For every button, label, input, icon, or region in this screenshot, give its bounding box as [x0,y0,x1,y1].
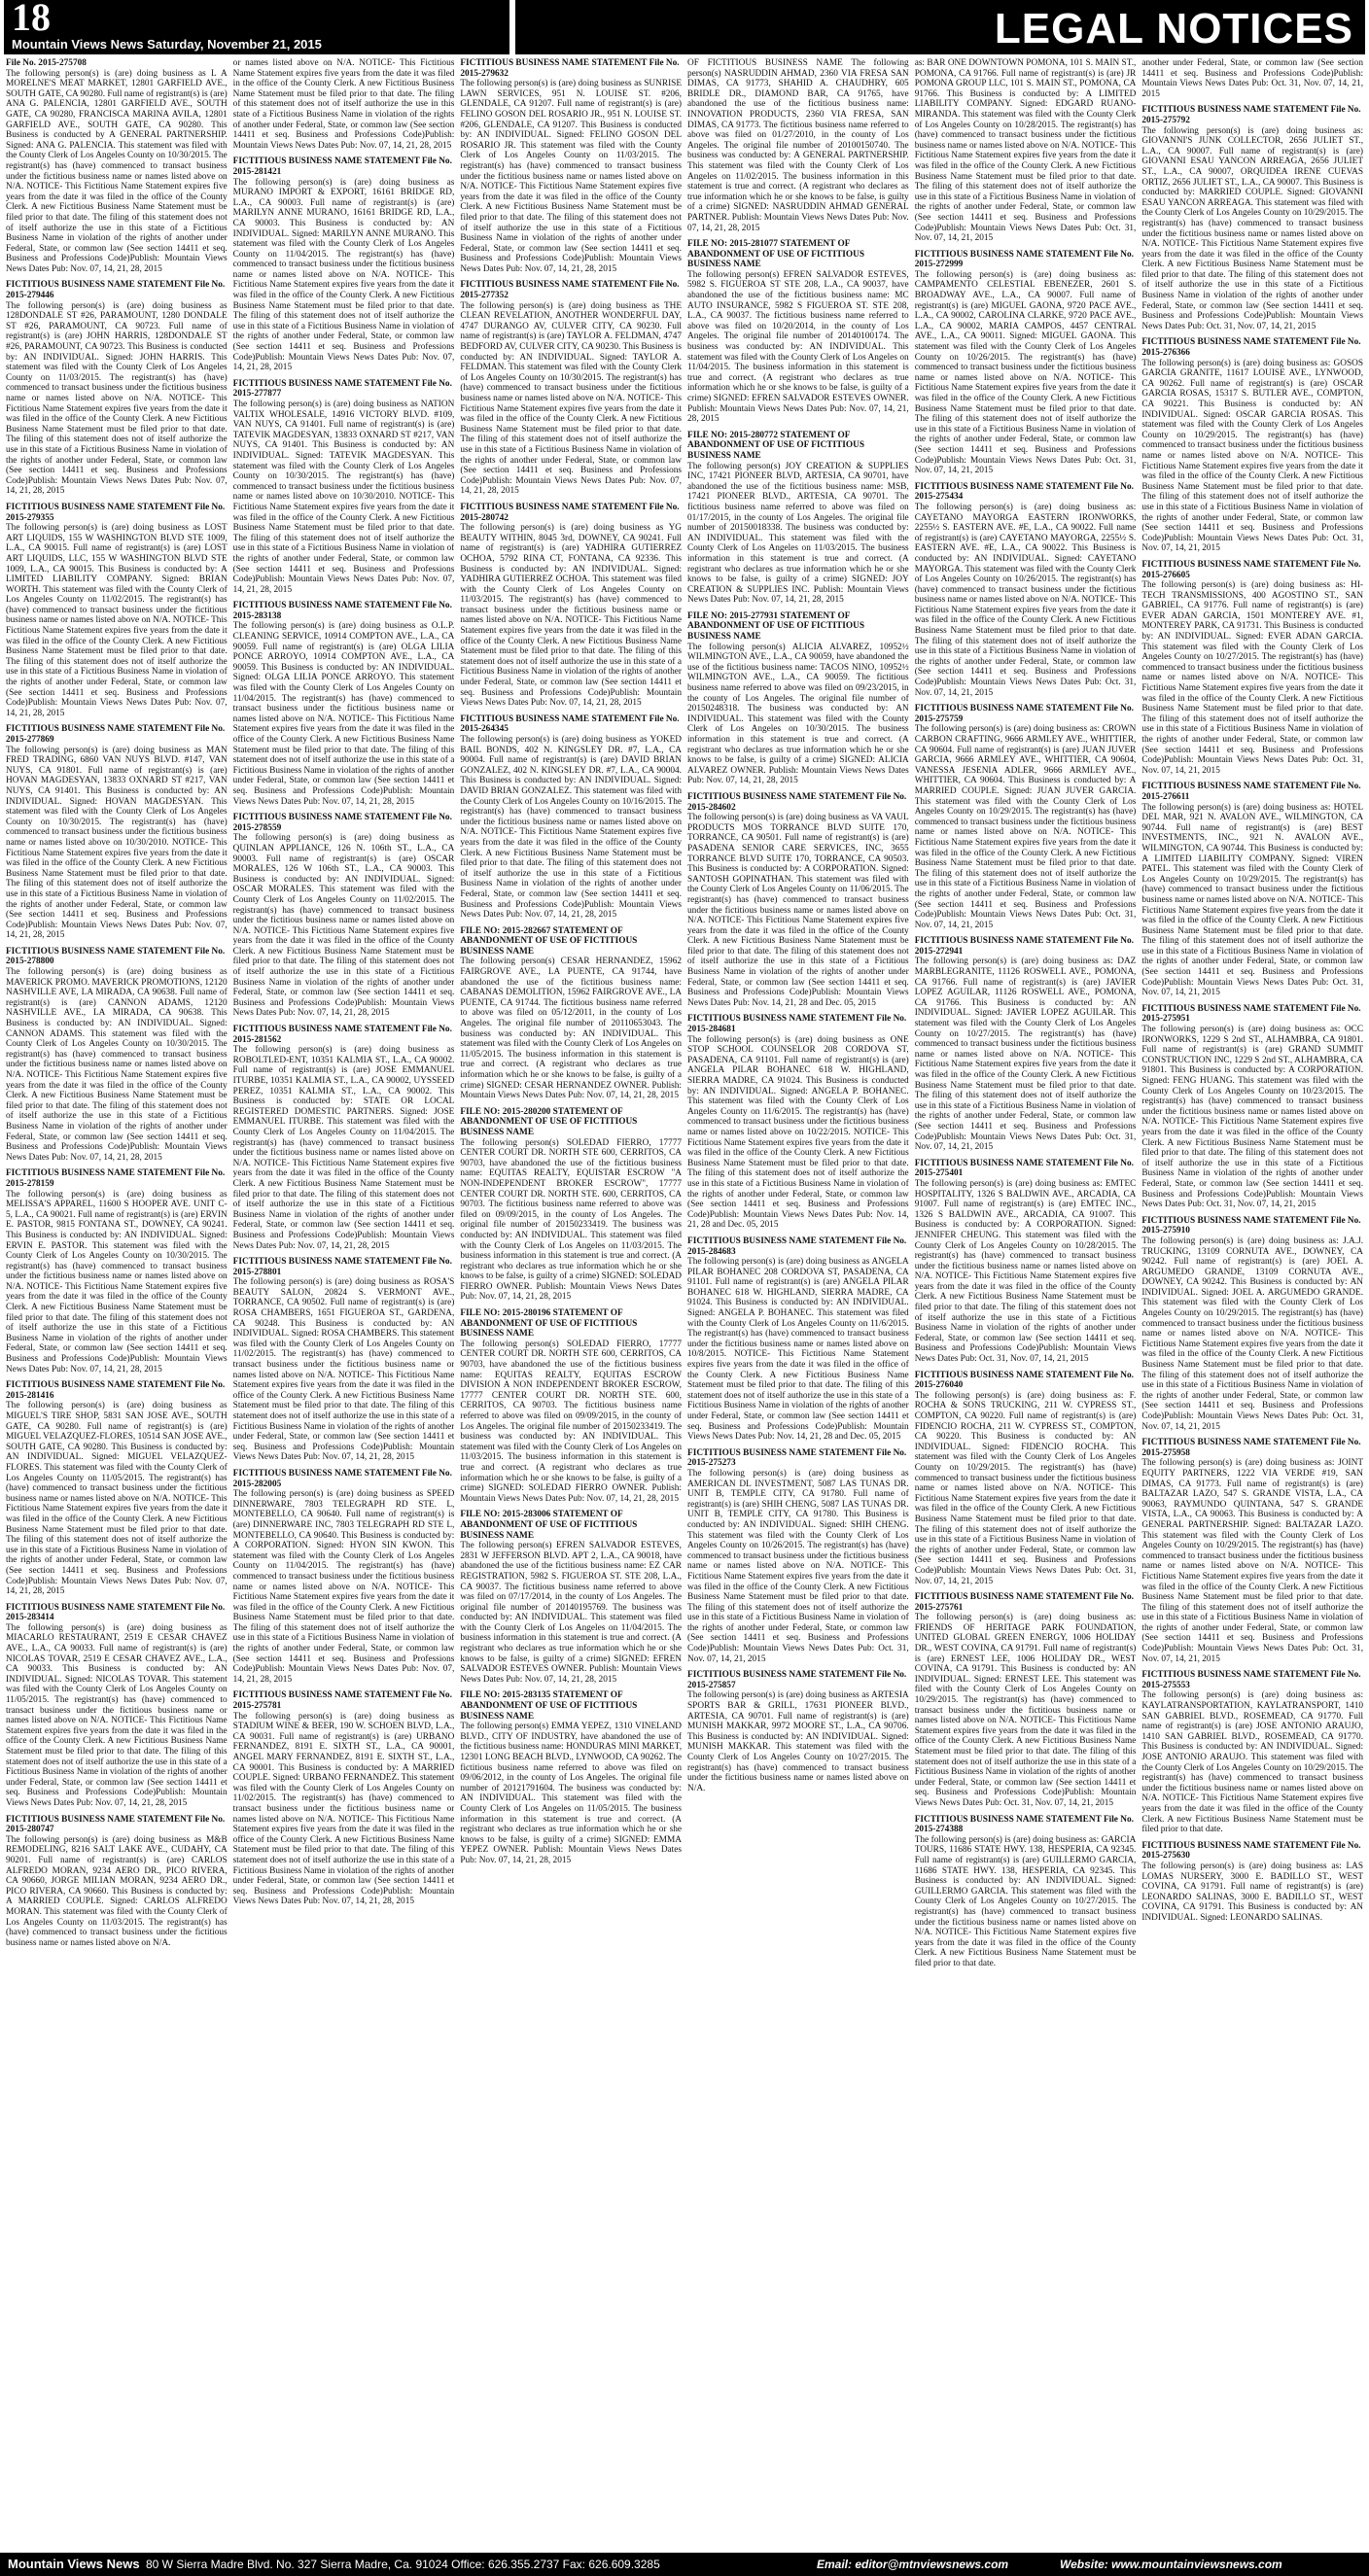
notice-heading: FILE NO: 2015-283006 STATEMENT OF ABANDONMENT OF USE OF FICTITIOUS BUSINESS NAME [460,1510,638,1541]
legal-notice [6,724,228,940]
notice-body: The following person(s) EFREN SALVADOR ESTEVES, 5982 S. FIGUEROA ST STE 208, L.A., CA 90037, have abandoned the use of the fictitious business name: MC AUTO INSURANCE, 5982 S FIGUEROA ST. STE 208, L.A., CA 90037. The fictitious business name referred to above was filed on 10/20/2014, in the county of Los Angeles. The original file number of 20140100174. The business was conducted by: AN INDIVIDUAL. This statement was filed with the County Clerk of Los Angeles on 11/04/2015. The business information in this statement is true and correct. (A registrant who declares as true information which he or she knows to be false, is guilty of a crime) SIGNED: EFREN SALVADOR ESTEVES OWNER. Publish: Mountain Views News Dates Pub: Nov. 07, 14, 21, 28, 2015 [687,269,909,425]
notice-heading: FICTITIOUS BUSINESS NAME STATEMENT File No. 2015-284681 [687,1014,907,1035]
notice-heading: FICTITIOUS BUSINESS NAME STATEMENT File No. 2015-280747 [6,1814,226,1835]
notice-body: The following person(s) is (are) doing business as: CAYETANO MAYORGA EASTERN IRONWORKS, 2255½ S. EASTERN AVE. #E, L.A., CA 90022. Full name of registrant(s) is (are) CAYETANO MAYORGA, 2255½ S. EASTERN AVE. #E, L.A., CA 90022. This Business is conducted by: AN INDIVIDUAL. Signed: CAYETANO MAYORGA. This statement was filed with the County Clerk of Los Angeles County on 10/26/2015. The registrant(s) has (have) commenced to transact business under the fictitious business name or names listed above on N/A. NOTICE- This Fictitious Name Statement expires five years from the date it was filed in the office of the County Clerk. A new Fictitious Business Name Statement must be filed prior to that date. The filing of this statement does not of itself authorize the use in this state of a Fictitious Business Name in violation of the rights of another under Federal, State, or common law (See section 14411 et seq. Business and Professions Code)Publish: Mountain Views News Dates Pub: Oct. 31, Nov. 07, 14, 21, 2015 [914,502,1137,698]
legal-notice [233,601,455,807]
notice-body: The following person(s) CESAR HERNANDEZ, 15962 FAIRGROVE AVE., LA PUENTE, CA 91744, have abandoned the use of the fictitious business name: CABANAS DEMOLITION, 15962 FAIRGROVE AVE., LA PUENTE, CA 91744. The fictitious business name referred to above was filed on 05/12/2011, in the county of Los Angeles. The original file number of 20110653043. The business was conducted by: AN INDIVIDUAL. This statement was filed with the County Clerk of Los Angeles on 11/05/2015. The business information in this statement is true and correct. (A registrant who declares as true information which he or she knows to be false, is guilty of a crime) SIGNED: CESAR HERNANDEZ OWNER. Publish: Mountain Views News Dates Pub: Nov. 07, 14, 21, 28, 2015 [460,957,683,1101]
notice-body: The following person(s) is (are) doing business as ANGELA PILAR BOHANEC 208 CORDOVA ST, PASADENA, CA 91101. Full name of registrant(s) is (are) ANGELA PILAR BOHANEC 618 W. HIGHLAND, SIERRA MADRE, CA 91024. This Business is conducted by: AN INDIVIDUAL. Signed: ANGELA P. BOHANEC. This statement was filed with the County Clerk of Los Angeles County on 11/6/2015. The registrant(s) has (have) commenced to transact business under the fictitious business name or names listed above on 10/8/2015. NOTICE- This Fictitious Name Statement expires five years from the date it was filed in the office of the County Clerk. A new Fictitious Business Name Statement must be filed prior to that date. The filing of this statement does not of itself authorize the use in this state of a Fictitious Business Name in violation of the rights of another under Federal, State, or common law (See section 14411 et seq. Business and Professions Code)Publish: Mountain Views News Dates Pub: Nov. 14, 21, 28 and Dec. 05, 2015 [687,1257,909,1443]
notice-body: OF FICTITIOUS BUSINESS NAME The following person(s) NASRUDDIN AHMAD, 2360 VIA FRESA SAN DIMAS, CA 91773, SHAHID A. CHAUDHRY, 605 BRIDLE DR., DIAMOND BAR, CA 91765, have abandoned the use of the fictitious business name: INNOVATION PRODUCTS, 2360 VIA FRESA, SAN DIMAS, CA 91773. The fictitious business name referred to above was filed on 01/27/2010, in the county of Los Angeles. The original file number of 20100150740. The business was conducted by: A GENERAL PARTNERSHIP. This statement was filed with the County Clerk of Los Angeles on 11/02/2015. The business information in this statement is true and correct. (A registrant who declares as true information which he or she knows to be false, is guilty of a crime) SIGNED: NASRUDDIN AHMAD GENERAL PARTNER. Publish: Mountain Views News Dates Pub: Nov. 07, 14, 21, 28, 2015 [687,58,909,233]
notice-body: The following person(s) is (are) doing business as: F. ROCHA & SONS TRUCKING, 211 W. CYPRESS ST., COMPTON, CA 90220. Full name of registrant(s) is (are) FIDENCIO ROCHA, 211 W. CYPRESS ST., COMPTON, CA 90220. This Business is conducted by: AN INDIVIDUAL. Signed: FIDENCIO ROCHA. This statement was filed with the County Clerk of Los Angeles County on 10/29/2015. The registrant(s) has (have) commenced to transact business under the fictitious business name or names listed above on N/A. NOTICE- This Fictitious Name Statement expires five years from the date it was filed in the office of the County Clerk. A new Fictitious Business Name Statement must be filed prior to that date. The filing of this statement does not of itself authorize the use in this state of a Fictitious Business Name in violation of the rights of another under Federal, State, or common law (See section 14411 et seq. Business and Professions Code)Publish: Mountain Views News Dates Pub: Oct. 31, Nov. 07, 14, 21, 2015 [914,1390,1137,1586]
notice-heading: FICTITIOUS BUSINESS NAME STATEMENT File No. 2015-275630 [1141,1840,1361,1862]
notice-body: The following person(s) is (are) doing business as YOKED BAIL BONDS, 402 N. KINGSLEY DR. #7, L.A., CA 90004. Full name of registrant(s) is (are) DAVID BRIAN GONZALEZ, 402 N. KINGSLEY DR. #7, L.A., CA 90004. This Business is conducted by: AN INDIVIDUAL. Signed: DAVID BRIAN GONZALEZ. This statement was filed with the County Clerk of Los Angeles County on 10/16/2015. The registrant(s) has (have) commenced to transact business under the fictitious business name or names listed above on N/A. NOTICE- This Fictitious Name Statement expires five years from the date it was filed in the office of the County Clerk. A new Fictitious Business Name Statement must be filed prior to that date. The filing of this statement does not of itself authorize the use in this state of a Fictitious Business Name in violation of the rights of another under Federal, State, or common law (See section 14411 et seq. Business and Professions Code)Publish: Mountain Views News Dates Pub: Nov. 07, 14, 21, 28, 2015 [460,735,683,921]
legal-notice [1141,1670,1363,1835]
section-title: LEGAL NOTICES [994,5,1353,52]
notice-body: another under Federal, State, or common law (See section 14411 et seq. Business and Professions Code)Publish: Mountain Views News Dates Pub: Oct. 31, Nov. 07, 14, 21, 2015 [1141,58,1364,99]
notice-heading: FICTITIOUS BUSINESS NAME STATEMENT File No. 2015-279446 [6,280,226,301]
notice-body: The following person(s) is (are) doing business as MIACARLO RESTAURANT, 2519 E CESAR CHAVEZ AVE., L.A., CA 90033. Full name of registrant(s) is (are) NICOLAS TOVAR, 2519 E CESAR CHAVEZ AVE., L.A., CA 90033. This Business is conducted by: AN INDIVIDUAL. Signed: NICOLAS TOVAR. This statement was filed with the County Clerk of Los Angeles County on 11/05/2015. The registrant(s) has (have) commenced to transact business under the fictitious business name or names listed above on N/A. NOTICE- This Fictitious Name Statement expires five years from the date it was filed in the office of the County Clerk. A new Fictitious Business Name Statement must be filed prior to that date. The filing of this statement does not of itself authorize the use in this state of a Fictitious Business Name in violation of the rights of another under Federal, State, or common law (See section 14411 et seq. Business and Professions Code)Publish: Mountain Views News Dates Pub: Nov. 07, 14, 21, 28, 2015 [6,1622,228,1808]
notice-heading: FICTITIOUS BUSINESS NAME STATEMENT File No. 2015-275951 [1141,1003,1361,1025]
notice-body: The following person(s) is (are) doing business as SPEED DINNERWARE, 7803 TELEGRAPH RD STE. L, MONTEBELLO, CA 90640. Full name of registrant(s) is (are) DINNERWARE INC, 7803 TELEGRAPH RD STE L, MONTEBELLO, CA 90640. This Business is conducted by: A CORPORATION. Signed: HYON SIN KWON. This statement was filed with the County Clerk of Los Angeles County on 11/04/2015. The registrant(s) has (have) commenced to transact business under the fictitious business name or names listed above on N/A. NOTICE- This Fictitious Name Statement expires five years from the date it was filed in the office of the County Clerk. A new Fictitious Business Name Statement must be filed prior to that date. The filing of this statement does not of itself authorize the use in this state of a Fictitious Business Name in violation of the rights of another under Federal, State, or common law (See section 14411 et seq. Business and Professions Code)Publish: Mountain Views News Dates Pub: Nov. 07, 14, 21, 28, 2015 [232,1489,455,1685]
notice-heading: FICTITIOUS BUSINESS NAME STATEMENT File No. 2015-281421 [232,157,452,177]
notice-body: The following person(s) EMMA YEPEZ, 1310 VINELAND BLVD., CITY OF INDUSTRY, have abandoned the use of the fictitious business name: HONDURAS MINI MARKET, 12301 LONG BEACH BLVD., LYNWOOD, CA 90262. The fictitious business name referred to above was filed on 09/06/2012, in the county of Los Angeles. The original file number of 20121791604. The business was conducted by: AN INDIVIDUAL. This statement was filed with the County Clerk of Los Angeles on 11/05/2015. The business information in this statement is true and correct. (A registrant who declares as true information which he or she knows to be false, is guilty of a crime) SIGNED: EMMA YEPEZ OWNER. Publish: Mountain Views News Dates Pub: Nov. 07, 14, 21, 28, 2015 [460,1722,683,1865]
legal-notice [233,379,455,595]
legal-notice [6,1380,228,1596]
legal-notice [687,431,909,606]
notice-heading: FILE NO: 2015-280200 STATEMENT OF ABANDONMENT OF USE OF FICTITIOUS BUSINESS NAME [460,1106,638,1137]
notice-heading: FICTITIOUS BUSINESS NAME STATEMENT File No. 2015-276040 [914,1370,1134,1391]
notice-column [233,58,455,2553]
notice-heading: FICTITIOUS BUSINESS NAME STATEMENT File No. 2015-264345 [460,714,680,735]
notice-body: The following person(s) SOLEDAD FIERRO, 17777 CENTER COURT DR. NORTH STE 600, CERRITOS, CA 90703, have abandoned the use of the fictitious business name: EQUITAS REALTY, EQUITAS ESCROW DIVISION A NON INDEPENDENT BROKER ESCROW, 17777 CENTER COURT DR. NORTH STE. 600, CERRITOS, CA 90703. The fictitious business name referred to above was filed on 09/09/2015, in the county of Los Angeles. The original file number of 20150233419. The business was conducted by: AN INDIVIDUAL. This statement was filed with the County Clerk of Los Angeles on 11/03/2015. The business information in this statement is true and correct. (A registrant who declares as true information which he or she knows to be false, is guilty of a crime) SIGNED: SOLEDAD FIERRO OWNER. Publish: Mountain Views News Dates Pub: Nov. 07, 14, 21, 28, 2015 [460,1339,683,1504]
legal-notice [6,280,228,496]
notice-column [460,58,682,2553]
notice-heading: FICTITIOUS BUSINESS NAME STATEMENT File No. 2015-281416 [6,1380,226,1401]
notice-body: The following person(s) SOLEDAD FIERRO, 17777 CENTER COURT DR. NORTH STE 600, CERRITOS, CA 90703, have abandoned the use of the fictitious business name: EQUITAS REALTY, EQUISTAR ESCROW "A NON-INDEPENDENT BROKER ESCROW", 17777 CENTER COURT DR. NORTH STE. 600, CERRITOS, CA 90703. The fictitious business name referred to above was filed on 09/09/2015, in the county of Los Angeles. The original file number of 20150233419. The business was conducted by: AN INDIVIDUAL. This statement was filed with the County Clerk of Los Angeles on 11/03/2015. The business information in this statement is true and correct. (A registrant who declares as true information which he or she knows to be false, is guilty of a crime) SIGNED: SOLEDAD FIERRO OWNER. Publish: Mountain Views News Dates Pub: Nov. 07, 14, 21, 28, 2015 [460,1137,683,1303]
notice-body: The following person(s) is (are) doing business as ROSA'S BEAUTY SALON, 20824 S. VERMONT AVE., TORRANCE, CA 90502. Full name of registrant(s) is (are) ROSA CHAMBERS, 1651 FIGUEROA ST., GARDENA, CA 90248. This Business is conducted by: AN INDIVIDUAL. Signed: ROSA CHAMBERS. This statement was filed with the County Clerk of Los Angeles County on 11/02/2015. The registrant(s) has (have) commenced to transact business under the fictitious business name or names listed above on N/A. NOTICE- This Fictitious Name Statement expires five years from the date it was filed in the office of the County Clerk. A new Fictitious Business Name Statement must be filed prior to that date. The filing of this statement does not of itself authorize the use in this state of a Fictitious Business Name in violation of the rights of another under Federal, State, or common law (See section 14411 et seq. Business and Professions Code)Publish: Mountain Views News Dates Pub: Nov. 07, 14, 21, 28, 2015 [232,1277,455,1463]
notice-heading: FICTITIOUS BUSINESS NAME STATEMENT File No. 2015-275434 [914,481,1134,503]
notice-heading: FICTITIOUS BUSINESS NAME STATEMENT File No. 2015-284602 [687,791,907,813]
legal-notice [915,1371,1137,1586]
legal-notice [460,926,682,1101]
legal-notice [915,1159,1137,1365]
notice-heading: FICTITIOUS BUSINESS NAME STATEMENT File No. 2015-275910 [1141,1215,1361,1236]
legal-notice [915,482,1137,698]
legal-notice [460,1510,682,1685]
notice-heading: FICTITIOUS BUSINESS NAME STATEMENT File No. 2015-277877 [232,378,452,400]
legal-notice [460,503,682,709]
notice-heading: FICTITIOUS BUSINESS NAME STATEMENT File No. 2015-278559 [232,813,452,833]
legal-notice [1141,58,1363,99]
notice-body: The following person(s) is (are) doing business as MIGUEL'S TIRE SHOP, 5831 SAN JOSE AVE., SOUTH GATE, CA 90280. Full name of registrant(s) is (are) MIGUEL VELAZQUEZ-FLORES, 10514 SAN JOSE AVE., SOUTH GATE, CA 90280. This Business is conducted by: AN INDIVIDUAL. Signed: MIGUEL VELAZQUEZ-FLORES. This statement was filed with the County Clerk of Los Angeles County on 11/05/2015. The registrant(s) has (have) commenced to transact business under the fictitious business name or names listed above on N/A. NOTICE- This Fictitious Name Statement expires five years from the date it was filed in the office of the County Clerk. A new Fictitious Business Name Statement must be filed prior to that date. The filing of this statement does not of itself authorize the use in this state of a Fictitious Business Name in violation of the rights of another under Federal, State, or common law (See section 14411 et seq. Business and Professions Code)Publish: Mountain Views News Dates Pub: Nov. 07, 14, 21, 28, 2015 [6,1401,228,1597]
notice-body: The following person(s) is (are) doing business as O.L.P. CLEANING SERVICE, 10914 COMPTON AVE., L.A., CA 90059. Full name of registrant(s) is (are) OLGA LILIA PONCE ARROYO, 10914 COMPTON AVE., L.A., CA 90059. This Business is conducted by: AN INDIVIDUAL. Signed: OLGA LILIA PONCE ARROYO. This statement was filed with the County Clerk of Los Angeles County on 11/04/2015. The registrant(s) has (have) commenced to transact business under the fictitious business name or names listed above on N/A. NOTICE- This Fictitious Name Statement expires five years from the date it was filed in the office of the County Clerk. A new Fictitious Business Name Statement must be filed prior to that date. The filing of this statement does not of itself authorize the use in this state of a Fictitious Business Name in violation of the rights of another under Federal, State, or common law (See section 14411 et seq. Business and Professions Code)Publish: Mountain Views News Dates Pub: Nov. 07, 14, 21, 28, 2015 [232,621,455,807]
legal-notice [687,1236,909,1443]
notice-heading: FICTITIOUS BUSINESS NAME STATEMENT File No. 2015-275792 [1141,105,1361,125]
masthead-left-bar [4,0,509,54]
notice-body: The following person(s) is (are) doing business as ARTESIA SPORTS BAR & GRILL, 17631 PIONEER BLVD., ARTESIA, CA 90701. Full name of registrant(s) is (are) MUNISH MAKKAR, 9972 MOORE ST., L.A., CA 90706. This Business is conducted by: AN INDIVIDUAL. Signed: MUNISH MAKKAR. This statement was filed with the County Clerk of Los Angeles County on 10/27/2015. The registrant(s) has (have) commenced to transact business under the fictitious business name or names listed above on N/A. [687,1690,909,1793]
legal-notice [460,1107,682,1303]
footer-paper-name: Mountain Views News [8,2557,140,2571]
notice-body: The following person(s) is (are) doing business as: KAYLATRANSPORTATION, KAYLATRANSPORT, 1410 SAN GABRIEL BLVD., ROSEMEAD, CA 91770. Full name of registrant(s) is (are) JOSE ANTONIO ARAUJO, 1410 SAN GABRIEL BLVD., ROSEMEAD, CA 91770. This Business is conducted by: AN INDIVIDUAL. Signed: JOSE ANTONIO ARAUJO. This statement was filed with the County Clerk of Los Angeles County on 10/29/2015. The registrant(s) has (have) commenced to transact business under the fictitious business name or names listed above on N/A. NOTICE- This Fictitious Name Statement expires five years from the date it was filed in the office of the County Clerk. A new Fictitious Business Name Statement must be filed prior to that date. [1141,1690,1364,1835]
notice-heading: FICTITIOUS BUSINESS NAME STATEMENT File No. 2015-275401 [914,1158,1134,1179]
legal-notice [233,58,455,151]
notice-body: The following person(s) is (are) doing business as: JOINT EQUITY PARTNERS, 1222 VIA VERDE #19, SAN DIMAS, CA 91773. Full name of registrant(s) is (are) BALTAZAR LAZO, 547 S. GRANDE VISTA, L.A., CA 90063, RAYMUNDO QUINTANA, 547 S. GRANDE VISTA, L.A., CA 90063. This Business is conducted by: A GENERAL PARTNERSHIP. Signed: BALTAZAR LAZO. This statement was filed with the County Clerk of Los Angeles County on 10/29/2015. The registrant(s) has (have) commenced to transact business under the fictitious business name or names listed above on N/A. NOTICE- This Fictitious Name Statement expires five years from the date it was filed in the office of the County Clerk. A new Fictitious Business Name Statement must be filed prior to that date. The filing of this statement does not of itself authorize the use in this state of a Fictitious Business Name in violation of the rights of another under Federal, State, or common law (See section 14411 et seq. Business and Professions Code)Publish: Mountain Views News Dates Pub: Oct. 31, Nov. 07, 14, 21, 2015 [1141,1458,1364,1664]
notice-heading: FILE NO: 2015-281077 STATEMENT OF ABANDONMENT OF USE OF FICTITIOUS BUSINESS NAME [687,239,865,270]
notice-heading: FICTITIOUS BUSINESS NAME STATEMENT File No. 2015-275857 [687,1670,907,1690]
notice-heading: FILE NO: 2015-283135 STATEMENT OF ABANDONMENT OF USE OF FICTITIOUS BUSINESS NAME [460,1690,638,1722]
notice-heading: FILE NO: 2015-277931 STATEMENT OF ABANDONMENT OF USE OF FICTITIOUS BUSINESS NAME [687,610,865,643]
page-number: 18 [12,0,51,39]
notice-heading: FICTITIOUS BUSINESS NAME STATEMENT File No. 2015-274388 [914,1814,1134,1835]
notice-column [6,58,228,2553]
legal-notice [233,1469,455,1685]
legal-notice [233,157,455,372]
notice-body: The following person(s) is (are) doing business as LOST ART LIQUIDS, 155 W WASHINGTON BLVD STE 1009, L.A., CA 90015. Full name of registrant(s) is (are) LOST ART LIQUIDS, LLC, 155 W WASHINGTON BLVD STE 1009, L.A., CA 90015. This Business is conducted by: A LIMITED LIABILITY COMPANY. Signed: BRIAN WORTH. This statement was filed with the County Clerk of Los Angeles County on 11/02/2015. The registrant(s) has (have) commenced to transact business under the fictitious business name or names listed above on N/A. NOTICE- This Fictitious Name Statement expires five years from the date it was filed in the office of the County Clerk. A new Fictitious Business Name Statement must be filed prior to that date. The filing of this statement does not of itself authorize the use in this state of a Fictitious Business Name in violation of the rights of another under Federal, State, or common law (See section 14411 et seq. Business and Professions Code)Publish: Mountain Views News Dates Pub: Nov. 07, 14, 21, 28, 2015 [6,523,228,718]
legal-notice [1141,1004,1363,1210]
notice-body: The following person(s) is (are) doing business as STADIUM WINE & BEER, 190 W. SCHOEN BLVD, L.A., CA 90031. Full name of registrant(s) is (are) URBANO FERNANDEZ, 8191 E. SIXTH ST., L.A., CA 90001, ANGEL MARY FERNANDEZ, 8191 E. SIXTH ST., L.A., CA 90001. This Business is conducted by: A MARRIED COUPLE. Signed: URBANO FERNANDEZ. This statement was filed with the County Clerk of Los Angeles County on 11/02/2015. The registrant(s) has (have) commenced to transact business under the fictitious business name or names listed above on N/A. NOTICE- This Fictitious Name Statement expires five years from the date it was filed in the office of the County Clerk. A new Fictitious Business Name Statement must be filed prior to that date. The filing of this statement does not of itself authorize the use in this state of a Fictitious Business Name in violation of the rights of another under Federal, State, or common law (See section 14411 et seq. Business and Professions Code)Publish: Mountain Views News Dates Pub: Nov. 07, 14, 21, 28, 2015 [232,1711,455,1907]
notice-body: The following person(s) is (are) doing business as MELISSA'S APPAREL, 11600 S HOOPER AVE. UNIT C-5, L.A., CA 90021. Full name of registrant(s) is (are) ERVIN E. PASTOR, 9815 FONTANA ST., DOWNEY, CA 90241. This Business is conducted by: AN INDIVIDUAL. Signed: ERVIN E. PASTOR. This statement was filed with the County Clerk of Los Angeles County on 10/30/2015. The registrant(s) has (have) commenced to transact business under the fictitious business name or names listed above on N/A. NOTICE- This Fictitious Name Statement expires five years from the date it was filed in the office of the County Clerk. A new Fictitious Business Name Statement must be filed prior to that date. The filing of this statement does not of itself authorize the use in this state of a Fictitious Business Name in violation of the rights of another under Federal, State, or common law (See section 14411 et seq. Business and Professions Code)Publish: Mountain Views News Dates Pub: Nov. 07, 14, 21, 28, 2015 [6,1189,228,1375]
notice-heading: FICTITIOUS BUSINESS NAME STATEMENT File No. 2015-282005 [232,1468,452,1489]
notice-body: The following person(s) is (are) doing business as MURANO IMPORT & EXPORT, 16161 BRIDGE RD, L.A., CA 90003. Full name of registrant(s) is (are) MARILYN ANNE MURANO, 16161 BRIDGE RD, L.A., CA 90003. This Business is conducted by: AN INDIVIDUAL. Signed: MARILYN ANNE MURANO. This statement was filed with the County Clerk of Los Angeles County on 11/04/2015. The registrant(s) has (have) commenced to transact business under the fictitious business name or names listed above on N/A. NOTICE- This Fictitious Name Statement expires five years from the date it was filed in the office of the County Clerk. A new Fictitious Business Name Statement must be filed prior to that date. The filing of this statement does not of itself authorize the use in this state of a Fictitious Business Name in violation of the rights of another under Federal, State, or common law (See section 14411 et seq. Business and Professions Code)Publish: Mountain Views News Dates Pub: Nov. 07, 14, 21, 28, 2015 [232,177,455,373]
notice-heading: FILE NO: 2015-280772 STATEMENT OF ABANDONMENT OF USE OF FICTITIOUS BUSINESS NAME [687,430,865,461]
legal-notice [1141,337,1363,553]
notice-body: The following person(s) is (are) doing business as AMERICAN DL INVESTMENT, 5087 LAS TUNAS DR. UNIT B, TEMPLE CITY, CA 91780. Full name of registrant(s) is (are) SHIH CHENG, 5087 LAS TUNAS DR. UNIT B, TEMPLE CITY, CA 91780. This Business is conducted by: AN INDIVIDUAL. Signed: SHIH CHENG. This statement was filed with the County Clerk of Los Angeles County on 10/26/2015. The registrant(s) has (have) commenced to transact business under the fictitious business name or names listed above on N/A. NOTICE- This Fictitious Name Statement expires five years from the date it was filed in the office of the County Clerk. A new Fictitious Business Name Statement must be filed prior to that date. The filing of this statement does not of itself authorize the use in this state of a Fictitious Business Name in violation of the rights of another under Federal, State, or common law (See section 14411 et seq. Business and Professions Code)Publish: Mountain Views News Dates Pub: Oct. 31, Nov. 07, 14, 21, 2015 [687,1468,909,1664]
notice-heading: FICTITIOUS BUSINESS NAME STATEMENT File No. 2015-276611 [1141,782,1361,802]
notice-heading: FICTITIOUS BUSINESS NAME STATEMENT File No. 2015-275761 [914,1592,1134,1613]
notice-column [687,58,909,2553]
legal-notice [1141,782,1363,997]
notice-body: The following person(s) is (are) doing business as NATION VALTIX WHOLESALE, 14916 VICTORY BLVD. #109, VAN NUYS, CA 91401. Full name of registrant(s) is (are) TATEVIK MAGDESYAN, 13833 OXNARD ST #217, VAN NUYS, CA 91401. This Business is conducted by: AN INDIVIDUAL. Signed: TATEVIK MAGDESYAN. This statement was filed with the County Clerk of Los Angeles County on 10/30/2015. The registrant(s) has (have) commenced to transact business under the fictitious business name or names listed above on 10/30/2010. NOTICE- This Fictitious Name Statement expires five years from the date it was filed in the office of the County Clerk. A new Fictitious Business Name Statement must be filed prior to that date. The filing of this statement does not of itself authorize the use in this state of a Fictitious Business Name in violation of the rights of another under Federal, State, or common law (See section 14411 et seq. Business and Professions Code)Publish: Mountain Views News Dates Pub: Nov. 07, 14, 21, 28, 2015 [232,400,455,595]
legal-notice [1141,1216,1363,1432]
notice-heading: FICTITIOUS BUSINESS NAME STATEMENT File No. 2015-280742 [460,502,680,523]
footer-email: Email: editor@mtnviewsnews.com [817,2558,1009,2571]
legal-notice [6,1603,228,1809]
legal-notice [460,1308,682,1504]
notice-body: The following person(s) is (are) doing business as SUNRISE LAWN SERVICES, 951 N. LOUISE ST. #206, GLENDALE, CA 91207. Full name of registrant(s) is (are) FELINO GOSON DEL ROSARIO JR., 951 N. LOUISE ST. #206, GLENDALE, CA 91207. This Business is conducted by: AN INDIVIDUAL. Signed: FELINO GOSON DEL ROSARIO JR. This statement was filed with the County Clerk of Los Angeles County on 11/03/2015. The registrant(s) has (have) commenced to transact business under the fictitious business name or names listed above on N/A. NOTICE- This Fictitious Name Statement expires five years from the date it was filed in the office of the County Clerk. A new Fictitious Business Name Statement must be filed prior to that date. The filing of this statement does not of itself authorize the use in this state of a Fictitious Business Name in violation of the rights of another under Federal, State, or common law (See section 14411 et seq. Business and Professions Code)Publish: Mountain Views News Dates Pub: Nov. 07, 14, 21, 28, 2015 [460,79,683,274]
notice-heading: FICTITIOUS BUSINESS NAME STATEMENT File No. 2015-277869 [6,724,226,745]
legal-notice [687,239,909,425]
notice-body: The following person(s) is (are) doing business as YG BEAUTY WITHIN, 8045 3rd, DOWNEY, CA 90241. Full name of registrant(s) is (are) YADHIRA GUTIERREZ OCHOA, 5792 RINA CT, FONTANA, CA 92336. This Business is conducted by: AN INDIVIDUAL. Signed: YADHIRA GUTIERREZ OCHOA. This statement was filed with the County Clerk of Los Angeles County on 11/03/2015. The registrant(s) has (have) commenced to transact business under the fictitious business name or names listed above on N/A. NOTICE- This Fictitious Name Statement expires five years from the date it was filed in the office of the County Clerk. A new Fictitious Business Name Statement must be filed prior to that date. The filing of this statement does not of itself authorize the use in this state of a Fictitious Business Name in violation of the rights of another under Federal, State, or common law (See section 14411 et seq. Business and Professions Code)Publish: Mountain Views News Dates Pub: Nov. 07, 14, 21, 28, 2015 [460,523,683,709]
notice-body: as: BAR ONE DOWNTOWN POMONA, 101 S. MAIN ST., POMONA, CA 91766. Full name of registrant(s) is (are) JR POMONA GROUP LLC, 101 S. MAIN ST., POMONA, CA 91766. This Business is conducted by: A LIMITED LIABILITY COMPANY. Signed: EDGARD RUANO-MIRANDA. This statement was filed with the County Clerk of Los Angeles County on 10/28/2015. The registrant(s) has (have) commenced to transact business under the fictitious business name or names listed above on N/A. NOTICE- This Fictitious Name Statement expires five years from the date it was filed in the office of the County Clerk. A new Fictitious Business Name Statement must be filed prior to that date. The filing of this statement does not of itself authorize the use in this state of a Fictitious Business Name in violation of the rights of another under Federal, State, or common law (See section 14411 et seq. Business and Professions Code)Publish: Mountain Views News Dates Pub: Oct. 31, Nov. 07, 14, 21, 2015 [914,58,1137,244]
legal-notice [915,1592,1137,1808]
notice-heading: FICTITIOUS BUSINESS NAME STATEMENT File No. 2015-284683 [687,1236,907,1257]
legal-notice [233,1690,455,1906]
legal-notice [6,1168,228,1375]
masthead [0,0,1369,54]
legal-notice [6,947,228,1163]
notice-heading: FICTITIOUS BUSINESS NAME STATEMENT File No. 2015-276605 [1141,559,1361,580]
legal-notice [687,58,909,233]
legal-notice [1141,1841,1363,1924]
notice-heading: File No. 2015-275708 [6,58,87,68]
notice-heading: FICTITIOUS BUSINESS NAME STATEMENT File No. 2015-281562 [232,1025,452,1045]
legal-notice [6,58,228,274]
notice-heading: FICTITIOUS BUSINESS NAME STATEMENT File No. 2015-275958 [1141,1438,1361,1458]
legal-notice [233,813,455,1019]
notice-body: The following person(s) is (are) doing business as: LAS LOMAS NURSERY, 3000 E. BADILLO ST., WEST COVINA, CA 91791. Full name of registrant(s) is (are) LEONARDO SALINAS, 3000 E. BADILLO ST., WEST COVINA, CA 91791. This Business is conducted by: AN INDIVIDUAL. Signed: LEONARDO SALINAS. [1141,1861,1364,1923]
legal-notice [1141,560,1363,776]
notice-body: The following person(s) is (are) doing business as: CAMPAMENTO CELESTIAL EBENEZER, 2601 S. BROADWAY AVE., L.A., CA 90007. Full name of registrant(s) is (are) MIGUEL GAONA, 9720 PACE AVE., L.A., CA 90002, CAROLINA CLARKE, 9720 PACE AVE., L.A., CA 90002, MARIA CAMPOS, 4457 CENTRAL AVE., L.A., CA 90011. Signed: MIGUEL GAONA. This statement was filed with the County Clerk of Los Angeles County on 10/26/2015. The registrant(s) has (have) commenced to transact business under the fictitious business name or names listed above on N/A. NOTICE- This Fictitious Name Statement expires five years from the date it was filed in the office of the County Clerk. A new Fictitious Business Name Statement must be filed prior to that date. The filing of this statement does not of itself authorize the use in this state of a Fictitious Business Name in violation of the rights of another under Federal, State, or common law (See section 14411 et seq. Business and Professions Code)Publish: Mountain Views News Dates Pub: Oct. 31, Nov. 07, 14, 21, 2015 [914,269,1137,476]
notice-body: The following person(s) is (are) doing business as THE CLEAN REVELATION, ANOTHER WONDERFUL DAY, 4747 DURANGO AV, CULVER CITY, CA 90230. Full name of registrant(s) is (are) TAYLOR A. FELDMAN, 4747 BEDFORD AV, CULVER CITY, CA 90230. This Business is conducted by: AN INDIVIDUAL. Signed: TAYLOR A. FELDMAN. This statement was filed with the County Clerk of Los Angeles County on 10/30/2015. The registrant(s) has (have) commenced to transact business under the fictitious business name or names listed above on N/A. NOTICE- This Fictitious Name Statement expires five years from the date it was filed in the office of the County Clerk. A new Fictitious Business Name Statement must be filed prior to that date. The filing of this statement does not of itself authorize the use in this state of a Fictitious Business Name in violation of the rights of another under Federal, State, or common law (See section 14411 et seq. Business and Professions Code)Publish: Mountain Views News Dates Pub: Nov. 07, 14, 21, 28, 2015 [460,300,683,497]
notice-heading: FICTITIOUS BUSINESS NAME STATEMENT File No. 2015-279632 [460,58,680,79]
notice-body: The following person(s) is (are) doing business as L A MORELNE'S MEAT MARKET, 12801 GARFIELD AVE., SOUTH GATE, CA 90280. Full name of registrant(s) is (are) ANA G. PALENCIA, 12801 GARFIELD AVE., SOUTH GATE, CA 90280, FRANCISCA MARINA AVILA, 12801 GARFIELD AVE., SOUTH GATE, CA 90280. This Business is conducted by A GENERAL PARTNERSHIP. Signed: ANA G. PALENCIA. This statement was filed with the County Clerk of Los Angeles County on 10/30/2015. The registrant(s) has (have) commenced to transact business under the fictitious business name or names listed above on N/A. NOTICE- This Fictitious Name Statement expires five years from the date it was filed in the office of the County Clerk. A new Fictitious Business Name Statement must be filed prior to that date. The filing of this statement does not of itself authorize the use in this state of a Fictitious Business Name in violation of the rights of another under Federal, State, or common law (See section 14411 et seq. Business and Professions Code)Publish: Mountain Views News Dates Pub: Nov. 07, 14, 21, 28, 2015 [6,68,228,274]
legal-notice [6,503,228,718]
notice-heading: FICTITIOUS BUSINESS NAME STATEMENT File No. 2015-275759 [914,704,1134,724]
notice-body: The following person(s) is (are) doing business as: J.A.J. TRUCKING, 13109 CORNUTA AVE., DOWNEY, CA 90242. Full name of registrant(s) is (are) JOEL A. ARGUMEDO GRANDE, 13109 CORNUTA AVE., DOWNEY, CA 90242. This Business is conducted by: AN INDIVIDUAL. Signed: JOEL A. ARGUMEDO GRANDE. This statement was filed with the County Clerk of Los Angeles County on 10/29/2015. The registrant(s) has (have) commenced to transact business under the fictitious business name or names listed above on N/A. NOTICE- This Fictitious Name Statement expires five years from the date it was filed in the office of the County Clerk. A new Fictitious Business Name Statement must be filed prior to that date. The filing of this statement does not of itself authorize the use in this state of a Fictitious Business Name in violation of the rights of another under Federal, State, or common law (See section 14411 et seq. Business and Professions Code)Publish: Mountain Views News Dates Pub: Oct. 31, Nov. 07, 14, 21, 2015 [1141,1236,1364,1432]
masthead-right-bar [515,0,1365,54]
legal-notice [460,1690,682,1865]
notice-body: The following person(s) is (are) doing business as: OCC IRONWORKS, 1229 S 2nd ST., ALHAMBRA, CA 91801. Full name of registrant(s) is (are) GRAND SUMMIT CONSTRUCTION INC, 1229 S 2nd ST., ALHAMBRA, CA 91801. This Business is conducted by: A CORPORATION. Signed: FENG HUANG. This statement was filed with the County Clerk of Los Angeles County on 10/23/2015. The registrant(s) has (have) commenced to transact business under the fictitious business name or names listed above on N/A. NOTICE- This Fictitious Name Statement expires five years from the date it was filed in the office of the County Clerk. A new Fictitious Business Name Statement must be filed prior to that date. The filing of this statement does not of itself authorize the use in this state of a Fictitious Business Name in violation of the rights of another under Federal, State, or common law (See section 14411 et seq. Business and Professions Code)Publish: Mountain Views News Dates Pub: Oct. 31, Nov. 07, 14, 21, 2015 [1141,1025,1364,1210]
notice-heading: FICTITIOUS BUSINESS NAME STATEMENT File No. 2015-278801 [232,1257,452,1277]
legal-notice [1141,1438,1363,1664]
notice-heading: FICTITIOUS BUSINESS NAME STATEMENT File No. 2015-275553 [1141,1670,1361,1690]
notice-column [1141,58,1363,2553]
legal-notice [1141,105,1363,331]
legal-notice [687,1670,909,1793]
legal-notice [687,792,909,1008]
notice-heading: FILE NO: 2015-280196 STATEMENT OF ABANDONMENT OF USE OF FICTITIOUS BUSINESS NAME [460,1308,638,1340]
legal-notice [6,1815,228,1949]
legal-notice [687,1448,909,1664]
notice-heading: FICTITIOUS BUSINESS NAME STATEMENT File No. 2015-275273 [687,1447,907,1469]
notice-body: The following person(s) is (are) doing business as: GARCIA TOURS, 11686 STATE HWY. 138, HESPERIA, CA 92345. Full name of registrant(s) is (are) GUILLERMO GARCIA, 11686 STATE HWY. 138, HESPERIA, CA 92345. This Business is conducted by: AN INDIVIDUAL. Signed: GUILLERMO GARCIA. This statement was filed with the County Clerk of Los Angeles County on 10/27/2015. The registrant(s) has (have) commenced to transact business under the fictitious business name or names listed above on N/A. NOTICE- This Fictitious Name Statement expires five years from the date it was filed in the office of the County Clerk. A new Fictitious Business Name Statement must be filed prior to that date. [914,1834,1137,1968]
legal-notice [687,1014,909,1230]
notice-body: The following person(s) JOY CREATION & SUPPLIES INC, 17421 PIONEER BLVD, ARTESIA, CA 90701, have abandoned the use of the fictitious business name: MSB, 17421 PIONEER BLVD., ARTESIA, CA 90701. The fictitious business name referred to above was filed on 01/17/2015, in the county of Los Angeles. The original file number of 20150018338. The business was conducted by: AN INDIVIDUAL. This statement was filed with the County Clerk of Los Angeles on 11/03/2015. The business information in this statement is true and correct. (A registrant who declares as true information which he or she knows to be false, is guilty of a crime) SIGNED: JOY CREATION & SUPPLIES INC. Publish: Mountain Views News Dates Pub: Nov. 07, 14, 21, 28, 2015 [687,461,909,606]
notice-body: The following person(s) ALICIA ALVAREZ, 10952½ WILMINGTON AVE., L.A., CA 90059, have abandoned the use of the fictitious business name: TACOS NINO, 10952½ WILMINGTON AVE., L.A., CA 90059. The fictitious business name referred to above was filed on 09/23/2015, in the county of Los Angeles. The original file number of 20150248318. The business was conducted by: AN INDIVIDUAL. This statement was filed with the County Clerk of Los Angeles on 10/30/2015. The business information in this statement is true and correct. (A registrant who declares as true information which he or she knows to be false, is guilty of a crime) SIGNED: ALICIA ALVAREZ OWNER. Publish: Mountain Views News Dates Pub: Nov. 07, 14, 21, 28, 2015 [687,642,909,786]
legal-notice [915,936,1137,1152]
footer-address: 80 W Sierra Madre Blvd. No. 327 Sierra Madre, Ca. 91024 Office: 626.355.2737 Fax: 626.609.3285 [146,2558,660,2571]
notice-body: The following person(s) is (are) doing business as: GOSOS GARCIA GRANITE, 11617 LOUISE AVE., LYNWOOD, CA 90262. Full name of registrant(s) is (are) OSCAR GARCIA ROSAS, 15317 S. BUTLER AVE., COMPTON, CA 90221. This Business is conducted by: AN INDIVIDUAL. Signed: OSCAR GARCIA ROSAS. This statement was filed with the County Clerk of Los Angeles County on 10/29/2015. The registrant(s) has (have) commenced to transact business under the fictitious business name or names listed above on N/A. NOTICE- This Fictitious Name Statement expires five years from the date it was filed in the office of the County Clerk. A new Fictitious Business Name Statement must be filed prior to that date. The filing of this statement does not of itself authorize the use in this state of a Fictitious Business Name in violation of the rights of another under Federal, State, or common law (See section 14411 et seq. Business and Professions Code)Publish: Mountain Views News Dates Pub: Oct. 31, Nov. 07, 14, 21, 2015 [1141,358,1364,554]
notice-heading: FILE NO: 2015-282667 STATEMENT OF ABANDONMENT OF USE OF FICTITIOUS BUSINESS NAME [460,925,638,957]
notice-heading: FICTITIOUS BUSINESS NAME STATEMENT File No. 2015-278159 [6,1168,226,1189]
notice-body: The following person(s) is (are) doing business as: DAZ MARBLEGRANITE, 11126 ROSWELL AVE., POMONA, CA 91766. Full name of registrant(s) is (are) JAVIER LOPEZ AGUILAR, 11126 ROSWELL AVE., POMONA, CA 91766. This Business is conducted by: AN INDIVIDUAL. Signed: JAVIER LOPEZ AGUILAR. This statement was filed with the County Clerk of Los Angeles County on 10/27/2015. The registrant(s) has (have) commenced to transact business under the fictitious business name or names listed above on N/A. NOTICE- This Fictitious Name Statement expires five years from the date it was filed in the office of the County Clerk. A new Fictitious Business Name Statement must be filed prior to that date. The filing of this statement does not of itself authorize the use in this state of a Fictitious Business Name in violation of the rights of another under Federal, State, or common law (See section 14411 et seq. Business and Professions Code)Publish: Mountain Views News Dates Pub: Oct. 31, Nov. 07, 14, 21, 2015 [914,957,1137,1153]
legal-notice [915,1815,1137,1969]
notice-heading: FICTITIOUS BUSINESS NAME STATEMENT File No. 2015-278800 [6,946,226,967]
notice-heading: FICTITIOUS BUSINESS NAME STATEMENT File No. 2015-283414 [6,1602,226,1623]
notice-body: The following person(s) is (are) doing business as MAN FRED TRADING, 6860 VAN NUYS BLVD. #147, VAN NUYS, CA 91801. Full name of registrant(s) is (are) HOVAN MAGDESYAN, 13833 OXNARD ST #217, VAN NUYS, CA 91401. This Business is conducted by: AN INDIVIDUAL. Signed: HOVAN MAGDESYAN. This statement was filed with the County Clerk of Los Angeles County on 10/30/2015. The registrant(s) has (have) commenced to transact business under the fictitious business name or names listed above on 10/30/2010. NOTICE- This Fictitious Name Statement expires five years from the date it was filed in the office of the County Clerk. A new Fictitious Business Name Statement must be filed prior to that date. The filing of this statement does not of itself authorize the use in this state of a Fictitious Business Name in violation of the rights of another under Federal, State, or common law (See section 14411 et seq. Business and Professions Code)Publish: Mountain Views News Dates Pub: Nov. 07, 14, 21, 28, 2015 [6,745,228,941]
legal-notice [687,611,909,786]
notice-body: The following person(s) is (are) doing business as M&B REMODELING, 8216 SALT LAKE AVE., CUDAHY, CA 90201. Full name of registrant(s) is (are) CARLOS ALFREDO MORAN, 9234 AERO DR., PICO RIVERA, CA 90660, JORGE MILIAN MORAN, 9234 AERO DR., PICO RIVERA, CA 90660. This Business is conducted by: A MARRIED COUPLE. Signed: CARLOS ALFREDO MORAN. This statement was filed with the County Clerk of Los Angeles County on 11/03/2015. The registrant(s) has (have) commenced to transact business under the fictitious business name or names listed above on N/A. [6,1834,228,1948]
notice-heading: FICTITIOUS BUSINESS NAME STATEMENT File No. 2015-272941 [914,936,1134,957]
notice-body: The following person(s) is (are) doing business as VA VAUL PRODUCTS MOS TORRANCE BLVD SUITE 170, TORRANCE, CA 90501. Full name of registrant(s) is (are) PASADENA SENIOR CARE SERVICES, INC, 3655 TORRANCE BLVD SUITE 170, TORRANCE, CA 90503. This Business is conducted by: A CORPORATION. Signed: SANTOSH GOPINATHAN. This statement was filed with the County Clerk of Los Angeles County on 11/06/2015. The registrant(s) has (have) commenced to transact business under the fictitious business name or names listed above on N/A. NOTICE- This Fictitious Name Statement expires five years from the date it was filed in the office of the County Clerk. A new Fictitious Business Name Statement must be filed prior to that date. The filing of this statement does not of itself authorize the use in this state of a Fictitious Business Name in violation of the rights of another under Federal, State, or common law (See section 14411 et seq. Business and Professions Code)Publish: Mountain Views News Dates Pub: Nov. 14, 21, 28 and Dec. 05, 2015 [687,813,909,1008]
legal-notice [915,250,1137,476]
notice-body: The following person(s) is (are) doing business as: HI-TECH TRANSMISSIONS, 400 AGOSTINO ST., SAN GABRIEL, CA 91776. Full name of registrant(s) is (are) EVER ADAN GARCIA, 1501 MONTEREY AVE. #1, MONTEREY PARK, CA 91731. This Business is conducted by: AN INDIVIDUAL. Signed: EVER ADAN GARCIA. This statement was filed with the County Clerk of Los Angeles County on 10/27/2015. The registrant(s) has (have) commenced to transact business under the fictitious business name or names listed above on N/A. NOTICE- This Fictitious Name Statement expires five years from the date it was filed in the office of the County Clerk. A new Fictitious Business Name Statement must be filed prior to that date. The filing of this statement does not of itself authorize the use in this state of a Fictitious Business Name in violation of the rights of another under Federal, State, or common law (See section 14411 et seq. Business and Professions Code)Publish: Mountain Views News Dates Pub: Oct. 31, Nov. 07, 14, 21, 2015 [1141,580,1364,776]
notice-heading: FICTITIOUS BUSINESS NAME STATEMENT File No. 2015-272999 [914,249,1134,270]
notice-heading: FICTITIOUS BUSINESS NAME STATEMENT File No. 2015-276366 [1141,337,1361,359]
footer-bar [0,2553,1369,2576]
notice-body: The following person(s) is (are) doing business as: HOTEL DEL MAR, 921 N. AVALON AVE., WILMINGTON, CA 90744. Full name of registrant(s) is (are) BEST INVESTMENTS, INC., 921 N. AVALON AVE., WILMINGTON, CA 90744. This Business is conducted by: A LIMITED LIABILITY COMPANY. Signed: VIREN PATEL. This statement was filed with the County Clerk of Los Angeles County on 10/29/2015. The registrant(s) has (have) commenced to transact business under the fictitious business name or names listed above on N/A. NOTICE- This Fictitious Name Statement expires five years from the date it was filed in the office of the County Clerk. A new Fictitious Business Name Statement must be filed prior to that date. The filing of this statement does not of itself authorize the use in this state of a Fictitious Business Name in violation of the rights of another under Federal, State, or common law (See section 14411 et seq. Business and Professions Code)Publish: Mountain Views News Dates Pub: Oct. 31, Nov. 07, 14, 21, 2015 [1141,802,1364,998]
legal-notice [915,704,1137,930]
notice-heading: FICTITIOUS BUSINESS NAME STATEMENT File No. 2015-275781 [232,1690,452,1712]
legal-notice [233,1257,455,1463]
notice-body: The following person(s) is (are) doing business as 128DONDALE ST #26, PARAMOUNT, 1280 DONDALE ST #26, PARAMOUNT, CA 90723. Full name of registrant(s) is (are) JOHN HARRIS, 128DONDALE ST #26, PARAMOUNT, CA 90723. This Business is conducted by: AN INDIVIDUAL. Signed: JOHN HARRIS. This statement was filed with the County Clerk of Los Angeles County on 11/03/2015. The registrant(s) has (have) commenced to transact business under the fictitious business name or names listed above on N/A. NOTICE- This Fictitious Name Statement expires five years from the date it was filed in the office of the County Clerk. A new Fictitious Business Name Statement must be filed prior to that date. The filing of this statement does not of itself authorize the use in this state of a Fictitious Business Name in violation of the rights of another under Federal, State, or common law (See section 14411 et seq. Business and Professions Code)Publish: Mountain Views News Dates Pub: Nov. 07, 14, 21, 28, 2015 [6,300,228,497]
legal-notice [460,58,682,274]
legal-notice [460,714,682,921]
notice-body: The following person(s) is (are) doing business as QUINLAN APPLIANCE, 126 N. 106th ST., L.A., CA 90003. Full name of registrant(s) is (are) OSCAR MORALES, 126 W 106th ST., L.A., CA 90003. This Business is conducted by: AN INDIVIDUAL. Signed: OSCAR MORALES. This statement was filed with the County Clerk of Los Angeles County on 11/02/2015. The registrant(s) has (have) commenced to transact business under the fictitious business name or names listed above on N/A. NOTICE- This Fictitious Name Statement expires five years from the date it was filed in the office of the County Clerk. A new Fictitious Business Name Statement must be filed prior to that date. The filing of this statement does not of itself authorize the use in this state of a Fictitious Business Name in violation of the rights of another under Federal, State, or common law (See section 14411 et seq. Business and Professions Code)Publish: Mountain Views News Dates Pub: Nov. 07, 14, 21, 28, 2015 [232,833,455,1019]
notice-body: The following person(s) is (are) doing business as ONE STOP SCHOOL COUNSELOR 208 CORDOVA ST, PASADENA, CA 91101. Full name of registrant(s) is (are) ANGELA PILAR BOHANEC 618 W. HIGHLAND, SIERRA MADRE, CA 91024. This Business is conducted by: AN INDIVIDUAL. Signed: ANGELA P. BOHANEC. This statement was filed with the County Clerk of Los Angeles County on 11/6/2015. The registrant(s) has (have) commenced to transact business under the fictitious business name or names listed above on 10/22/2015. NOTICE- This Fictitious Name Statement expires five years from the date it was filed in the office of the County Clerk. A new Fictitious Business Name Statement must be filed prior to that date. The filing of this statement does not of itself authorize the use in this state of a Fictitious Business Name in violation of the rights of another under Federal, State, or common law (See section 14411 et seq. Business and Professions Code)Publish: Mountain Views News Dates Pub: Nov. 14, 21, 28 and Dec. 05, 2015 [687,1034,909,1231]
footer-website: Website: www.mountainviewsnews.com [1060,2558,1282,2571]
notice-columns [6,58,1363,2553]
notice-body: The following person(s) is (are) doing business as ROBOLTLED-ENT, 10351 KALMIA ST., L.A., CA 90002. Full name of registrant(s) is (are) JOSE EMMANUEL ITURBE, 10351 KALMIA ST., L.A., CA 90002, UYSSEED PEREZ, 10351 KALMIA ST., L.A., CA 90002. This Business is conducted by: STATE OR LOCAL REGISTERED DOMESTIC PARTNERS. Signed: JOSE EMMANUEL ITURBE. This statement was filed with the County Clerk of Los Angeles County on 11/04/2015. The registrant(s) has (have) commenced to transact business under the fictitious business name or names listed above on N/A. NOTICE- This Fictitious Name Statement expires five years from the date it was filed in the office of the County Clerk. A new Fictitious Business Name Statement must be filed prior to that date. The filing of this statement does not of itself authorize the use in this state of a Fictitious Business Name in violation of the rights of another under Federal, State, or common law (See section 14411 et seq. Business and Professions Code)Publish: Mountain Views News Dates Pub: Nov. 07, 14, 21, 28, 2015 [232,1045,455,1251]
notice-body: The following person(s) is (are) doing business as: FRIENDS OF HERITAGE PARK FOUNDATION, UNITED GLOBAL GREEN ENERGY, 1006 HOLIDAY DR., WEST COVINA, CA 91791. Full name of registrant(s) is (are) ERNEST LEE, 1006 HOLIDAY DR., WEST COVINA, CA 91791. This Business is conducted by: AN INDIVIDUAL. Signed: ERNEST LEE. This statement was filed with the County Clerk of Los Angeles County on 10/29/2015. The registrant(s) has (have) commenced to transact business under the fictitious business name or names listed above on N/A. NOTICE- This Fictitious Name Statement expires five years from the date it was filed in the office of the County Clerk. A new Fictitious Business Name Statement must be filed prior to that date. The filing of this statement does not of itself authorize the use in this state of a Fictitious Business Name in violation of the rights of another under Federal, State, or common law (See section 14411 et seq. Business and Professions Code)Publish: Mountain Views News Dates Pub: Oct. 31, Nov. 07, 14, 21, 2015 [914,1613,1137,1808]
notice-heading: FICTITIOUS BUSINESS NAME STATEMENT File No. 2015-277352 [460,280,680,301]
notice-heading: FICTITIOUS BUSINESS NAME STATEMENT File No. 2015-279355 [6,502,226,523]
notice-body: The following person(s) EFREN SALVADOR ESTEVES, 2831 W JEFFERSON BLVD. APT 2, L.A., CA 90018, have abandoned the use of the fictitious business name: EZ CAR REGISTRATION, 5982 S. FIGUEROA ST. STE 208, L.A., CA 90037. The fictitious business name referred to above was filed on 07/17/2014, in the county of Los Angeles. The original file number of 20140195769. The business was conducted by: AN INDIVIDUAL. This statement was filed with the County Clerk of Los Angeles on 11/04/2015. The business information in this statement is true and correct. (A registrant who declares as true information which he or she knows to be false, is guilty of a crime) SIGNED: EFREN SALVADOR ESTEVES OWNER. Publish: Mountain Views News Dates Pub: Nov. 07, 14, 21, 28, 2015 [460,1541,683,1685]
notice-body: The following person(s) is (are) doing business as MAVERICK PROMO. MAVERICK PROMOTIONS, 12120 NASHVILLE AVE, LA MIRADA, CA 90638. Full name of registrant(s) is (are) CANNON ADAMS, 12120 NASHVILLE AVE., LA MIRADA, CA 90638. This Business is conducted by: AN INDIVIDUAL. Signed: CANNON ADAMS. This statement was filed with the County Clerk of Los Angeles County on 10/30/2015. The registrant(s) has (have) commenced to transact business under the fictitious business name or names listed above on N/A. NOTICE- This Fictitious Name Statement expires five years from the date it was filed in the office of the County Clerk. A new Fictitious Business Name Statement must be filed prior to that date. The filing of this statement does not of itself authorize the use in this state of a Fictitious Business Name in violation of the rights of another under Federal, State, or common law (See section 14411 et seq. Business and Professions Code)Publish: Mountain Views News Dates Pub: Nov. 07, 14, 21, 28, 2015 [6,967,228,1163]
masthead-subline: Mountain Views News Saturday, November 21, 2015 [12,37,322,52]
notice-heading: FICTITIOUS BUSINESS NAME STATEMENT File No. 2015-283138 [232,601,452,621]
notice-body: The following person(s) is (are) doing business as: CROWN CARBON CRAFTING, 9666 ARMLEY AVE., WHITTIER, CA 90604. Full name of registrant(s) is (are) JUAN JUVER GARCIA, 9666 ARMLEY AVE., WHITTIER, CA 90604, VANESSA JESENIA ADLER, 9666 ARMLEY AVE., WHITTIER, CA 90604. This Business is conducted by: A MARRIED COUPLE. Signed: JUAN JUVER GARCIA. This statement was filed with the County Clerk of Los Angeles County on 10/29/2015. The registrant(s) has (have) commenced to transact business under the fictitious business name or names listed above on N/A. NOTICE- This Fictitious Name Statement expires five years from the date it was filed in the office of the County Clerk. A new Fictitious Business Name Statement must be filed prior to that date. The filing of this statement does not of itself authorize the use in this state of a Fictitious Business Name in violation of the rights of another under Federal, State, or common law (See section 14411 et seq. Business and Professions Code)Publish: Mountain Views News Dates Pub: Oct. 31, Nov. 07, 14, 21, 2015 [914,724,1137,930]
notice-body: The following person(s) is (are) doing business as: EMTEC HOSPITALITY, 1326 S BALDWIN AVE., ARCADIA, CA 91007. Full name of registrant(s) is (are) EMTEC INC., 1326 S BALDWIN AVE., ARCADIA, CA 91007. This Business is conducted by: A CORPORATION. Signed: JENNIFER CHEUNG. This statement was filed with the County Clerk of Los Angeles County on 10/28/2015. The registrant(s) has (have) commenced to transact business under the fictitious business name or names listed above on N/A. NOTICE- This Fictitious Name Statement expires five years from the date it was filed in the office of the County Clerk. A new Fictitious Business Name Statement must be filed prior to that date. The filing of this statement does not of itself authorize the use in this state of a Fictitious Business Name in violation of the rights of another under Federal, State, or common law (See section 14411 et seq. Business and Professions Code)Publish: Mountain Views News Dates Pub: Oct. 31, Nov. 07, 14, 21, 2015 [914,1178,1137,1365]
notice-column [915,58,1137,2553]
notice-body: or names listed above on N/A. NOTICE- This Fictitious Name Statement expires five years from the date it was filed in the office of the County Clerk. A new Fictitious Business Name Statement must be filed prior to that date. The filing of this statement does not of itself authorize the use in this state of a Fictitious Business Name in violation of the rights of another under Federal, State, or common law (See section 14411 et seq. Business and Professions Code)Publish: Mountain Views News Dates Pub: Nov. 07, 14, 21, 28, 2015 [232,58,455,151]
legal-notice [460,280,682,496]
legal-notice [915,58,1137,244]
legal-notice [233,1025,455,1251]
notice-body: The following person(s) is (are) doing business as: GIOVANNI'S JUNK COLLECTOR, 2656 JULIET ST., L.A., CA 90007. Full name of registrant(s) is (are) GIOVANNI ESAU YANCON ARREAGA, 2656 JULIET ST., L.A., CA 90007, ORQUIDEA IRENE CUEVAS ORTIZ, 2656 JULIET ST., L.A., CA 90007. This Business is conducted by: MARRIED COUPLE. Signed: GIOVANNI ESAU YANCON ARREAGA. This statement was filed with the County Clerk of Los Angeles County on 10/29/2015. The registrant(s) has (have) commenced to transact business under the fictitious business name or names listed above on N/A. NOTICE- This Fictitious Name Statement expires five years from the date it was filed in the office of the County Clerk. A new Fictitious Business Name Statement must be filed prior to that date. The filing of this statement does not of itself authorize the use in this state of a Fictitious Business Name in violation of the rights of another under Federal, State, or common law (See section 14411 et seq. Business and Professions Code)Publish: Mountain Views News Dates Pub: Oct. 31, Nov. 07, 14, 21, 2015 [1141,125,1364,331]
